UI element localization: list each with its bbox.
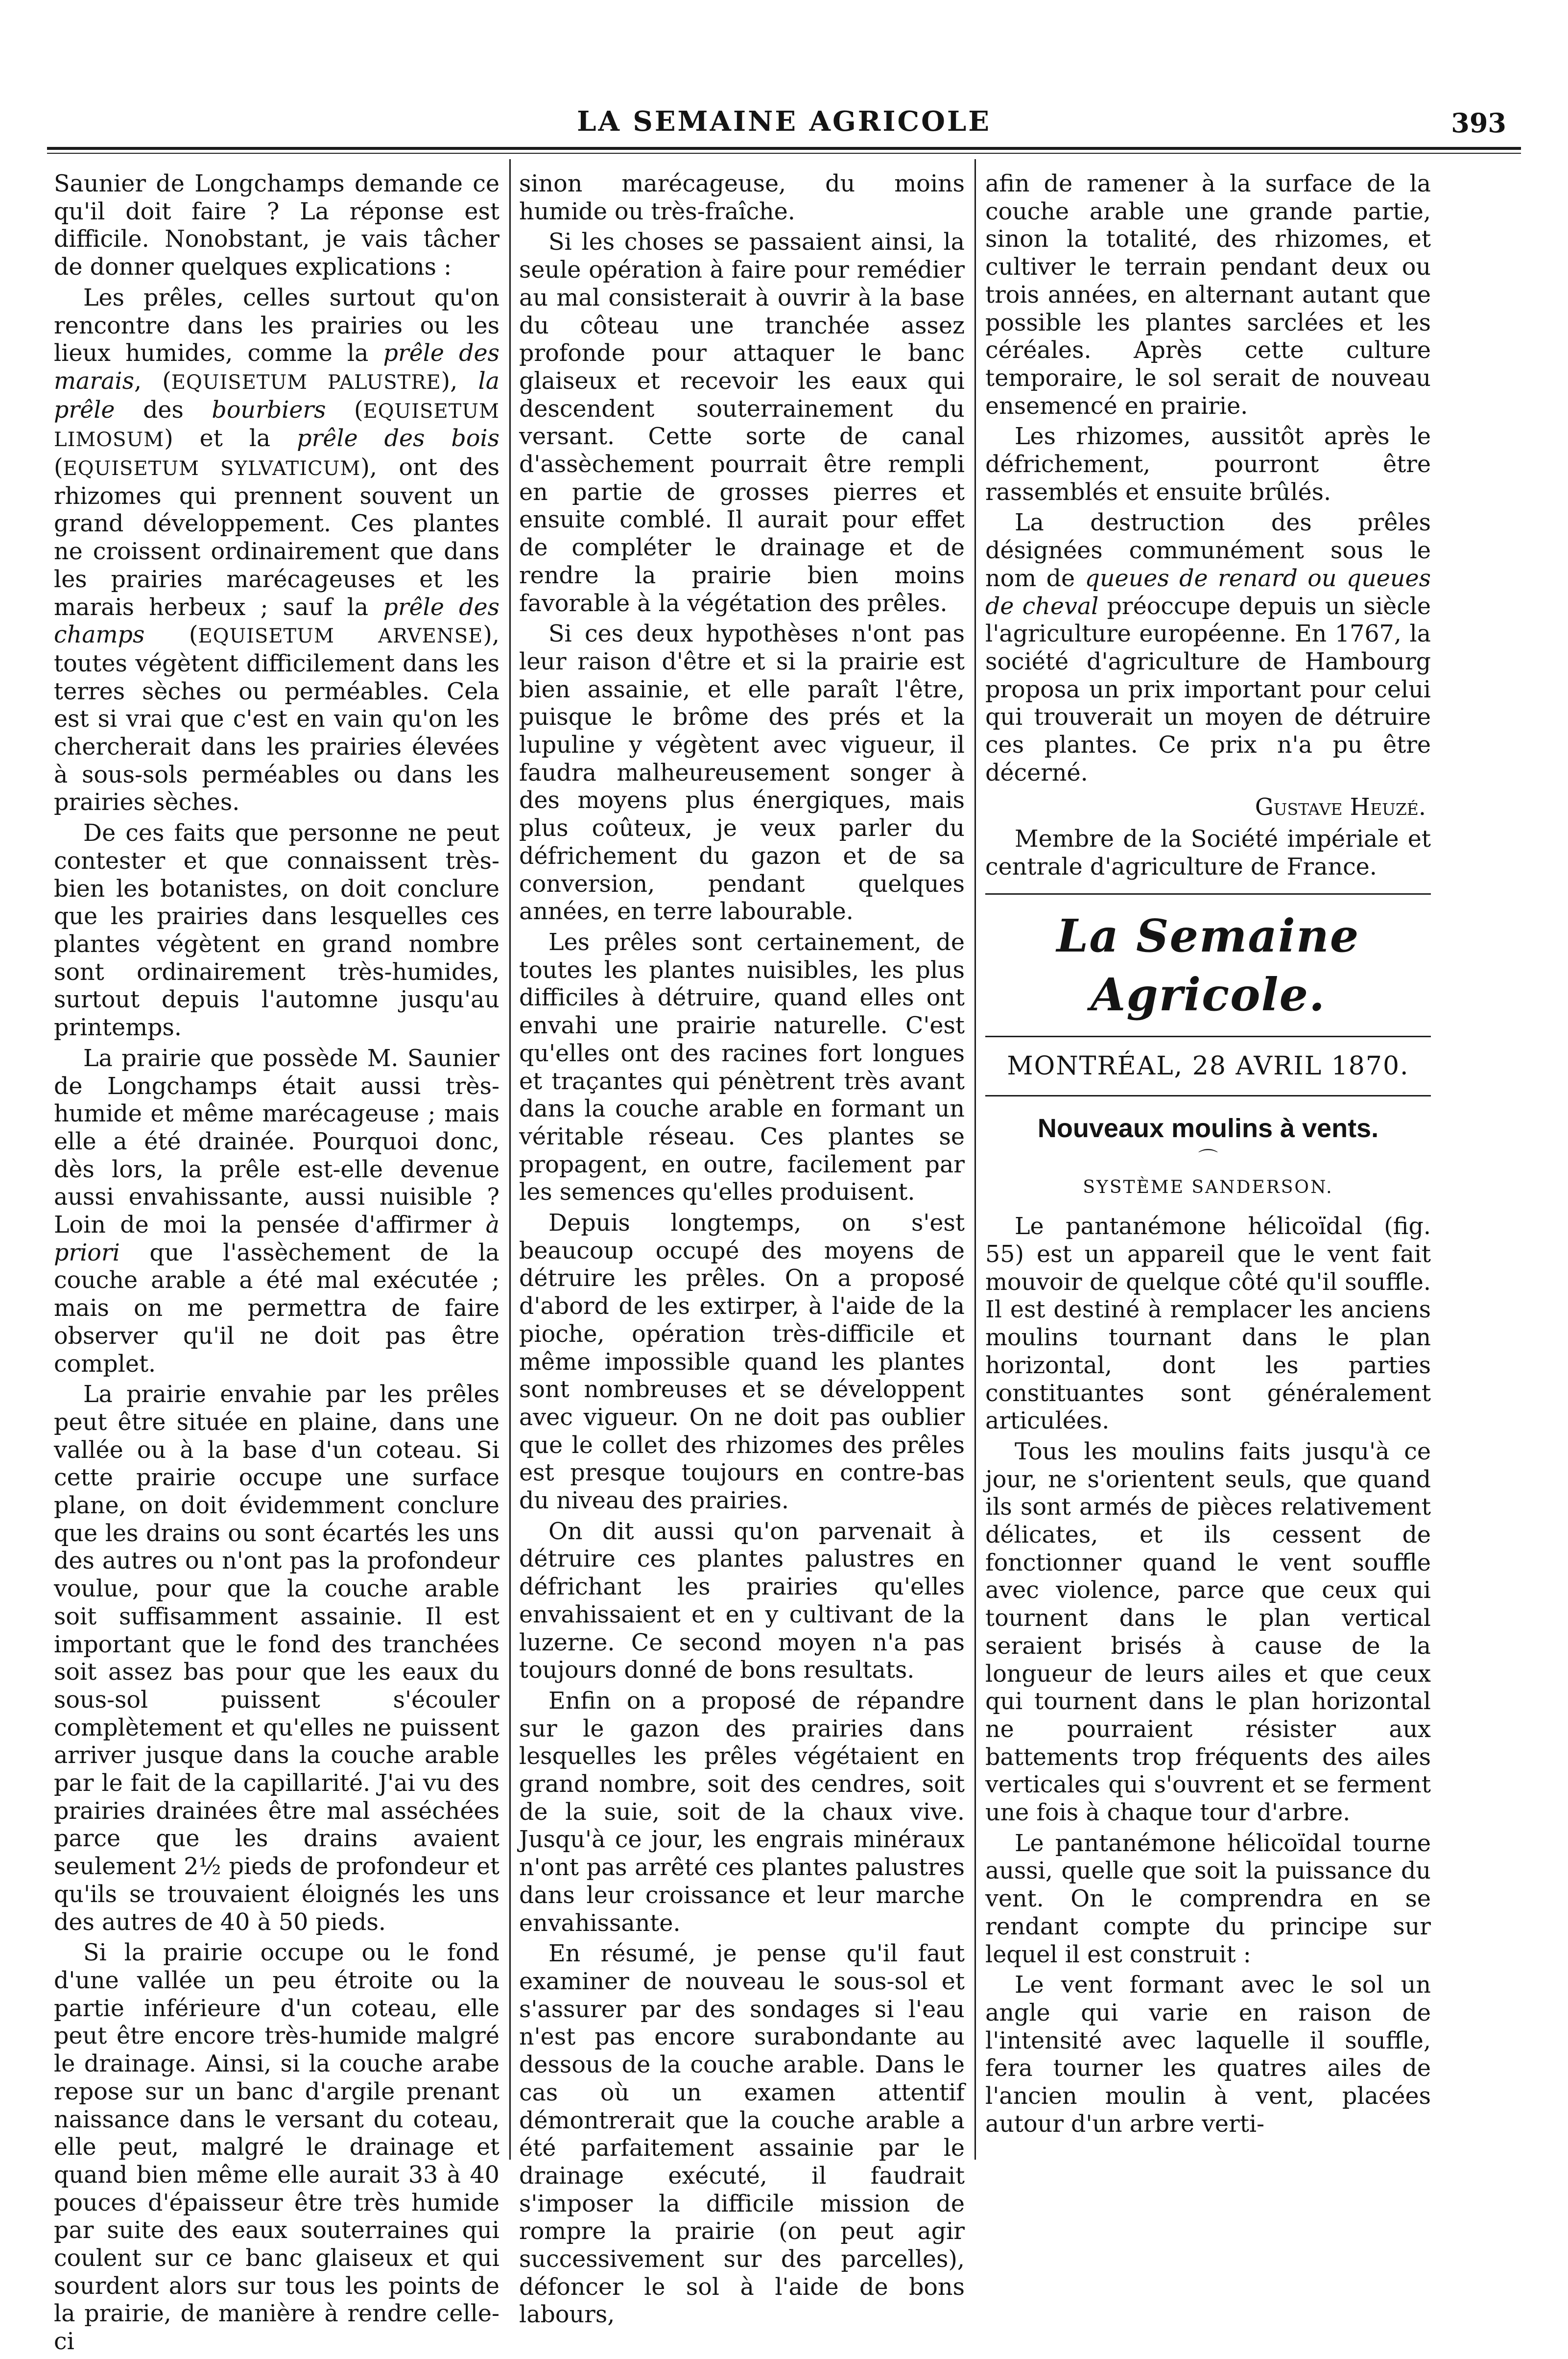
paragraph: Si ces deux hypothèses n'ont pas leur raison d'être et si la prairie est bien assainie, et elle paraît l'être, puisque le brôme des prés et la lupuline y végètent avec vigueur, il faudra malheureusement songer à des moyens plus énergiques, mais plus coûteux, je veux parler du défrichement du gazon et de sa conversion, pendant quelques années, en terre labourable. — [519, 620, 965, 926]
paragraph — [54, 1045, 499, 1378]
column-rule-2 — [974, 159, 976, 2160]
paragraph: Si les choses se passaient ainsi, la seule opération à faire pour remédier au mal consisterait à ouvrir à la base du côteau une tranchée assez profonde pour attaquer le banc glaiseux et recevoir les eaux qui descendent souterrainement du versant. Cette sorte de canal d'assèchement pourrait être rempli en partie de grosses pierres et ensuite comblé. Il aurait pour effet de compléter le drainage et de rendre la prairie bien moins favorable à la végétation des prêles. — [519, 229, 965, 617]
header-rule — [47, 147, 1521, 150]
paragraph — [985, 509, 1431, 787]
italic-term: bourbiers — [212, 396, 326, 424]
running-title: LA SEMAINE AGRICOLE — [577, 105, 991, 138]
masthead: La Semaine Agricole. — [1056, 909, 1360, 1021]
italic-term: prêle des bois — [297, 425, 499, 453]
paragraph: Saunier de Longchamps demande ce qu'il doit faire ? La réponse est difficile. Nonobstant, je vais tâcher de donner quelques explications : — [54, 170, 499, 281]
text-run: préoccupe depuis un siècle l'agriculture européenne. En 1767, la société d'agriculture de Hambourg proposa un prix important pour celui qui trouverait un moyen de détruire ces plantes. Ce prix n'a pu être décerné. — [985, 593, 1431, 786]
italic-term: la prêle — [54, 367, 500, 424]
running-head — [47, 105, 1521, 149]
paragraph: sinon marécageuse, du moins humide ou très-fraîche. — [519, 170, 965, 225]
text-run: ( — [326, 396, 363, 424]
text-run: ( — [144, 621, 198, 649]
text-run: Les prêles, celles surtout qu'on rencontre dans les prairies ou les lieux humides, comme la — [54, 284, 499, 367]
text-run: La destruction des prêles désignées communément sous le nom de — [985, 509, 1431, 592]
text-run: ) et la — [164, 425, 297, 453]
paragraph: Les prêles sont certainement, de toutes les plantes nuisibles, les plus difficiles à détruire, quand elles ont envahi une prairie naturelle. C'est qu'elles ont des racines fort longues et traçantes qui pénètrent très avant dans la couche arable en formant un véritable réseau. Ces plantes se propagent, en outre, facilement par les semences qu'elles produisent. — [519, 929, 965, 1206]
text-run: ), ont des rhizomes qui prennent souvent un grand développement. Ces plantes ne croissent ordinairement que dans les prairies marécageuses et les marais herbeux ; sauf la — [54, 454, 499, 621]
text-run: ), — [441, 367, 478, 395]
paragraph: Le pantanémone hélicoïdal (fig. 55) est un appareil que le vent fait mouvoir de quelque côté qu'il souffle. Il est destiné à remplacer les anciens moulins tournant dans le plan horizontal, dont les parties constituantes sont généralement articulées. — [985, 1213, 1431, 1435]
paragraph: En résumé, je pense qu'il faut examiner de nouveau le sous-sol et s'assurer par des sondages si l'eau n'est pas encore surabondante au dessous de la couche arable. Dans le cas où un examen attentif démontrerait que la couche arable a été parfaitement assainie par le drainage exécuté, il faudrait s'imposer la difficile mission de rompre la prairie (on peut agir successivement sur des parcelles), défoncer le sol à l'aide de bons labours, — [519, 1940, 965, 2329]
paragraph: Les rhizomes, aussitôt après le défrichement, pourront être rassemblés et ensuite brûlés. — [985, 423, 1431, 506]
latin-name: EQUISETUM PALUSTRE — [171, 371, 441, 394]
latin-name: EQUISETUM ARVENSE — [198, 625, 483, 648]
paragraph: Le vent formant avec le sol un angle qui varie en raison de l'intensité avec laquelle il souffle, fera tourner les quatres ailes de l'ancien moulin à vent, placées autour d'un arbre verti- — [985, 1972, 1431, 2138]
author-signature: Gustave Heuzé. — [1255, 794, 1426, 821]
paragraph: Enfin on a proposé de répandre sur le gazon des prairies dans lesquelles les prêles végétaient en grand nombre, soit des cendres, soit de la suie, soit de la chaux vive. Jusqu'à ce jour, les engrais minéraux n'ont pas arrêté ces plantes palustres dans leur croissance et leur marche envahissante. — [519, 1687, 965, 1937]
paragraph: De ces faits que personne ne peut contester et que connaissent très-bien les botanistes, on doit conclure que les prairies dans lesquelles ces plantes végètent en grand nombre sont ordinairement très-humides, surtout depuis l'automne jusqu'au printemps. — [54, 820, 499, 1042]
author-title: Membre de la Société impériale et centrale d'agriculture de France. — [985, 826, 1431, 881]
paragraph: Tous les moulins faits jusqu'à ce jour, ne s'orientent seuls, que quand ils sont armés de pièces relativement délicates, et ils cessent de fonctionner quand le vent souffle avec violence, parce que ceux qui tournent dans le plan vertical seraient brisés à cause de la longueur de leurs ailes et que ceux qui tournent dans le plan horizontal ne pourraient résister aux battements trop fréquents des ailes verticales qui s'ouvrent et se ferment une fois à chaque tour d'arbre. — [985, 1438, 1431, 1827]
column-rule-1 — [509, 159, 511, 2160]
section-rule — [985, 893, 1431, 895]
text-run: La prairie que possède M. Saunier de Longchamps était aussi très-humide et même marécageuse ; mais elle a été drainée. Pourquoi donc, dès lors, la prêle est-elle devenue aussi envahissante, aussi nuisible ? Loin de moi la pensée d'affirmer — [54, 1045, 499, 1239]
italic-term: queues de renard ou queues de cheval — [985, 565, 1431, 620]
latin-name: EQUISETUM LIMOSUM — [54, 400, 499, 452]
paragraph: La prairie envahie par les prêles peut être située en plaine, dans une vallée ou à la base d'un coteau. Si cette prairie occupe une surface plane, on doit évidemment conclure que les drains ou sont écartés les uns des autres ou n'ont pas la profondeur voulue, pour que la couche arable soit suffisamment assainie. Il est important que le fond des tranchées soit assez bas pour que les eaux du sous-sol puissent s'écouler complètement et qu'elles ne puissent arriver jusque dans la couche arable par le fait de la capillarité. J'ai vu des prairies drainées être mal asséchées parce que les drains avaient seulement 2½ pieds de profondeur et qu'ils se trouvaient éloignés les uns des autres de 40 à 50 pieds. — [54, 1381, 499, 1936]
latin-name: EQUISETUM SYLVATICUM — [63, 457, 361, 480]
section-rule — [985, 1036, 1431, 1037]
section-rule — [985, 1095, 1431, 1096]
page-number: 393 — [1451, 107, 1506, 139]
paragraph: Depuis longtemps, on s'est beaucoup occupé des moyens de détruire les prêles. On a proposé d'abord de les extirper, à l'aide de la pioche, opération très-difficile et même impossible quand les plantes sont nombreuses et se développent avec vigueur. On ne doit pas oublier que le collet des rhizomes des prêles est presque toujours en contre-bas du niveau des prairies. — [519, 1210, 965, 1515]
paragraph — [54, 285, 499, 817]
text-run: , ( — [134, 367, 171, 395]
article-subtitle: SYSTÈME SANDERSON. — [1083, 1177, 1333, 1197]
paragraph: afin de ramener à la surface de la couche arable une grande partie, sinon la totalité, des rhizomes, et cultiver le terrain pendant deux ou trois années, en alternant autant que possible les plantes sarclées et les céréales. Après cette culture temporaire, le sol serait de nouveau ensemencé en prairie. — [985, 170, 1431, 420]
column-3 — [985, 170, 1431, 2141]
column-1 — [54, 170, 499, 2359]
column-2 — [519, 170, 965, 2332]
paragraph: Le pantanémone hélicoïdal tourne aussi, quelle que soit la puissance du vent. On le comprendra en se rendant compte du principe sur lequel il est construit : — [985, 1830, 1431, 1968]
text-run: des — [115, 396, 212, 424]
text-run: que l'assèchement de la couche arable a été mal exécutée ; mais on me permettra de faire observer qu'il ne doit pas être complet. — [54, 1239, 499, 1378]
ornament-icon: ⌒ — [1198, 1147, 1218, 1170]
text-run: ), toutes végètent difficilement dans les terres sèches ou perméables. Cela est si vrai que c'est en vain qu'on les chercherait dans les prairies élevées à sous-sols perméables ou dans les prairies sèches. — [54, 621, 499, 816]
italic-term: à priori — [54, 1212, 499, 1266]
dateline: MONTRÉAL, 28 AVRIL 1870. — [1007, 1051, 1409, 1081]
italic-term: prêle des marais — [54, 340, 499, 395]
italic-term: prêle des champs — [54, 594, 499, 649]
paragraph: Si la prairie occupe ou le fond d'une vallée un peu étroite ou la partie inférieure d'un coteau, elle peut être encore très-humide malgré le drainage. Ainsi, si la couche arabe repose sur un banc d'argile prenant naissance dans le versant du coteau, elle peut, malgré le drainage et quand bien même elle aurait 33 à 40 pouces d'épaisseur être très humide par suite des eaux souterraines qui coulent sur ce banc glaiseux et qui sourdent alors sur tous les points de la prairie, de manière à rendre celle-ci — [54, 1939, 499, 2356]
article-title: Nouveaux moulins à vents. — [1037, 1113, 1379, 1143]
header-rule-thin — [47, 153, 1521, 154]
paragraph: On dit aussi qu'on parvenait à détruire ces plantes palustres en défrichant les prairies qu'elles envahissaient et en y cultivant de la luzerne. Ce second moyen n'a pas toujours donné de bons resultats. — [519, 1518, 965, 1684]
text-run: ( — [54, 454, 63, 481]
